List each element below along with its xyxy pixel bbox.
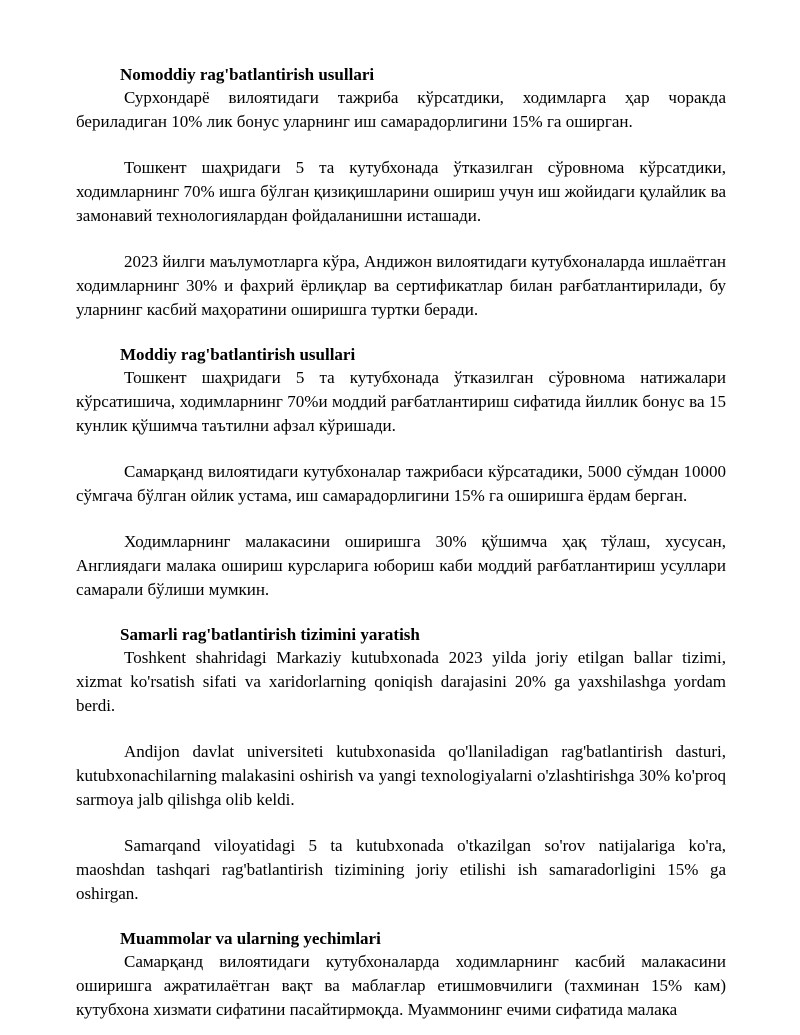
paragraph: Самарқанд вилоятидаги кутубхоналар тажрибаси кўрсатадики, 5000 сўмдан 10000 сўмгача бўлган ойлик устама, иш самарадорлигини 15% га оширишга ёрдам берган. [76,462,726,505]
section-nomoddiy [76,64,726,322]
section-heading: Samarli rag'batlantirish tizimini yaratish [120,625,420,644]
paragraph: Самарқанд вилоятидаги кутубхоналарда ходимларнинг касбий малакасини оширишга ажратилаётган вақт ва маблағлар етишмовчилиги (тахминан 15% кам) кутубхона хизмати сифатини пасайтирмоқда. Муаммонинг ечими сифатида малака [76,952,726,1019]
section-heading: Nomoddiy rag'batlantirish usullari [120,65,375,84]
paragraph: Andijon davlat universiteti kutubxonasida qo'llaniladigan rag'batlantirish dasturi, kutubxonachilarning malakasini oshirish va yangi texnologiyalarni o'zlashtirishga 30% ko'proq sarmoya jalb qilishga olib keldi. [76,742,726,809]
section-heading: Moddiy rag'batlantirish usullari [120,345,356,364]
paragraph: Тошкент шаҳридаги 5 та кутубхонада ўтказилган сўровнома натижалари кўрсатишича, ходимларнинг 70%и моддий рағбатлантириш сифатида йиллик бонус ва 15 кунлик қўшимча таътилни афзал кўришади. [76,368,726,435]
paragraph: Сурхондарё вилоятидаги тажриба кўрсатдики, ходимларга ҳар чоракда бериладиган 10% лик бонус уларнинг иш самарадорлигини 15% га оширган. [76,88,726,131]
section-samarli [76,624,726,906]
document-body [76,64,726,1022]
paragraph: Toshkent shahridagi Markaziy kutubxonada 2023 yilda joriy etilgan ballar tizimi, xizmat ko'rsatish sifati va xaridorlarning qoniqish darajasini 20% ga yaxshilashga yordam berdi. [76,648,726,715]
paragraph: Samarqand viloyatidagi 5 ta kutubxonada o'tkazilgan so'rov natijalariga ko'ra, maoshdan tashqari rag'batlantirish tizimining joriy etilishi ish samaradorligini 15% ga oshirgan. [76,836,726,903]
paragraph: 2023 йилги маълумотларга кўра, Андижон вилоятидаги кутубхоналарда ишлаётган ходимларнинг 30% и фахрий ёрлиқлар ва сертификатлар билан рағбатлантирилади, бу уларнинг касбий маҳоратини оширишга туртки беради. [76,252,726,319]
section-muammolar [76,928,726,1022]
paragraph: Тошкент шаҳридаги 5 та кутубхонада ўтказилган сўровнома кўрсатдики, ходимларнинг 70% ишга бўлган қизиқишларини ошириш учун иш жойидаги қулайлик ва замонавий технологиялардан фойдаланишни исташади. [76,158,726,225]
paragraph: Ходимларнинг малакасини оширишга 30% қўшимча ҳақ тўлаш, хусусан, Англиядаги малака ошириш курсларига юбориш каби моддий рағбатлантириш усуллари самарали бўлиши мумкин. [76,532,726,599]
section-heading: Muammolar va ularning yechimlari [120,929,381,948]
section-moddiy [76,344,726,602]
